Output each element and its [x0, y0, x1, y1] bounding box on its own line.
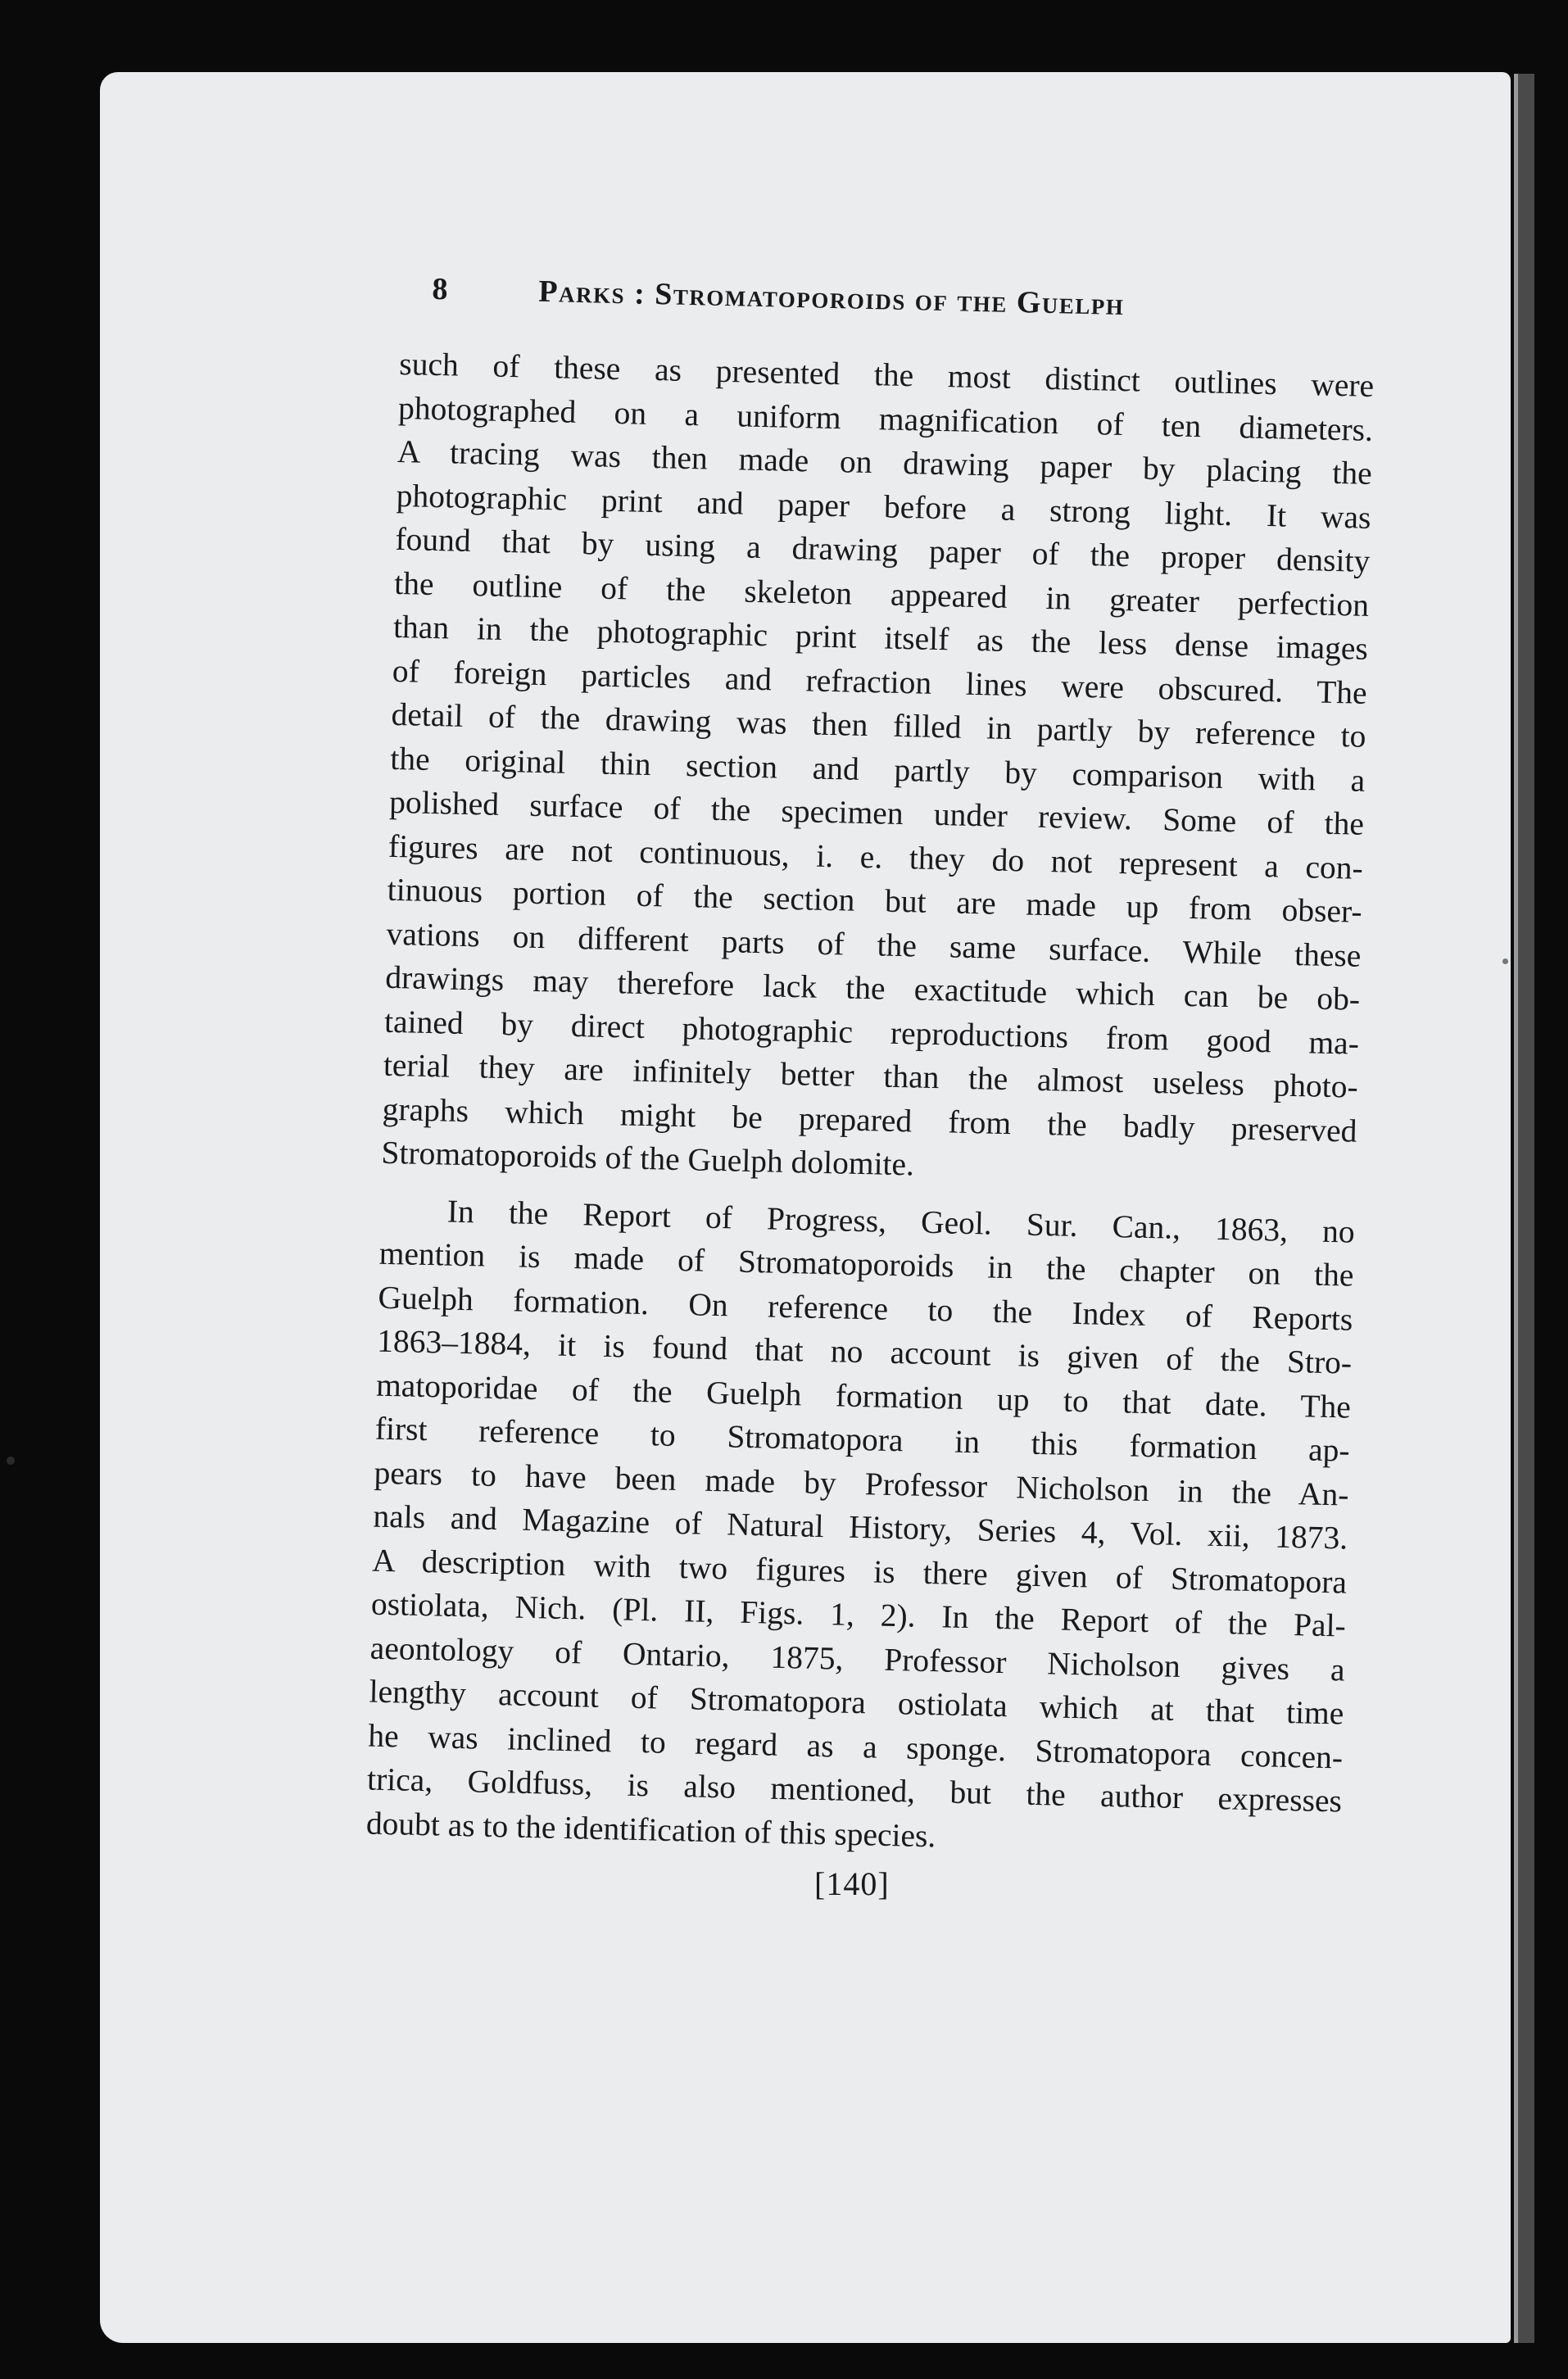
text-line: A tracing was then made on drawing paper by placing the: [397, 433, 1373, 492]
text-line: such of these as presented the most distinct outlines were: [398, 345, 1375, 404]
text-line: pears to have been made by Professor Nicholson in the An-: [374, 1454, 1349, 1513]
text-line: graphs which might be prepared from the badly preserved: [382, 1090, 1357, 1149]
text-line: vations on different parts of the same surface. While these: [386, 915, 1362, 974]
text-line: terial they are infinitely better than the almost useless photo-: [383, 1046, 1359, 1105]
text-line: found that by using a drawing paper of the proper density: [395, 520, 1371, 579]
text-line: photographed on a uniform magnification of ten diameters.: [397, 389, 1374, 448]
paragraph: [381, 342, 1375, 1197]
text-line: nals and Magazine of Natural History, Series 4, Vol. xii, 1873.: [372, 1498, 1348, 1557]
text-line: the original thin section and partly by comparison with a: [389, 740, 1366, 799]
margin-speck: [1502, 958, 1508, 964]
text-line: matoporidae of the Guelph formation up to that date. The: [375, 1366, 1352, 1425]
text-line: than in the photographic print itself as the less dense images: [392, 608, 1369, 667]
text-line: detail of the drawing was then filled in partly by reference to: [391, 696, 1366, 754]
text-line: ostiolata, Nich. (Pl. II, Figs. 1, 2). In the Report of the Pal-: [370, 1585, 1347, 1644]
text-line: polished surface of the specimen under review. Some of the: [388, 783, 1365, 842]
running-head-title: Parks : Stromatoporoids of the Guelph: [537, 274, 1125, 323]
text-line: Guelph formation. On reference to the Index of Reports: [378, 1279, 1353, 1338]
text-line: doubt as to the identification of this species.: [365, 1805, 936, 1854]
page-text: [365, 270, 1375, 1868]
body-text: [365, 342, 1374, 1868]
text-line: figures are not continuous, i. e. they do not represent a con-: [387, 827, 1364, 886]
margin-speck: [7, 1457, 15, 1465]
book-spine-edge: [1514, 74, 1534, 2343]
text-line: In the Report of Progress, Geol. Sur. Can., 1863, no: [446, 1193, 1356, 1250]
text-line: he was inclined to regard as a sponge. Stromatopora concen-: [367, 1717, 1344, 1776]
text-line: first reference to Stromatopora in this formation ap-: [374, 1410, 1351, 1469]
text-line: drawings may therefore lack the exactitude which can be ob-: [384, 958, 1361, 1017]
folio-number: [140]: [814, 1865, 890, 1902]
text-line: 1863–1884, it is found that no account is given of the Stro-: [376, 1322, 1353, 1381]
text-line: mention is made of Stromatoporoids in the chapter on the: [378, 1235, 1354, 1294]
text-line: of foreign particles and refraction lines were obscured. The: [392, 652, 1368, 711]
text-line: Stromatoporoids of the Guelph dolomite.: [381, 1134, 915, 1183]
text-line: the outline of the skeleton appeared in greater perfection: [393, 564, 1370, 623]
text-line: tained by direct photographic reproductions from good ma-: [383, 1003, 1360, 1062]
text-line: tinuous portion of the section but are made up from obser-: [387, 871, 1363, 930]
text-line: A description with two figures is there given of Stromatopora: [371, 1542, 1348, 1601]
paragraph: [365, 1188, 1355, 1867]
text-line: aeontology of Ontario, 1875, Professor Nicholson gives a: [369, 1629, 1346, 1688]
page-number: 8: [432, 271, 450, 307]
text-line: lengthy account of Stromatopora ostiolata which at that time: [369, 1673, 1344, 1732]
text-line: trica, Goldfuss, is also mentioned, but the author expresses: [366, 1760, 1343, 1819]
text-line: photographic print and paper before a strong light. It was: [396, 477, 1371, 536]
